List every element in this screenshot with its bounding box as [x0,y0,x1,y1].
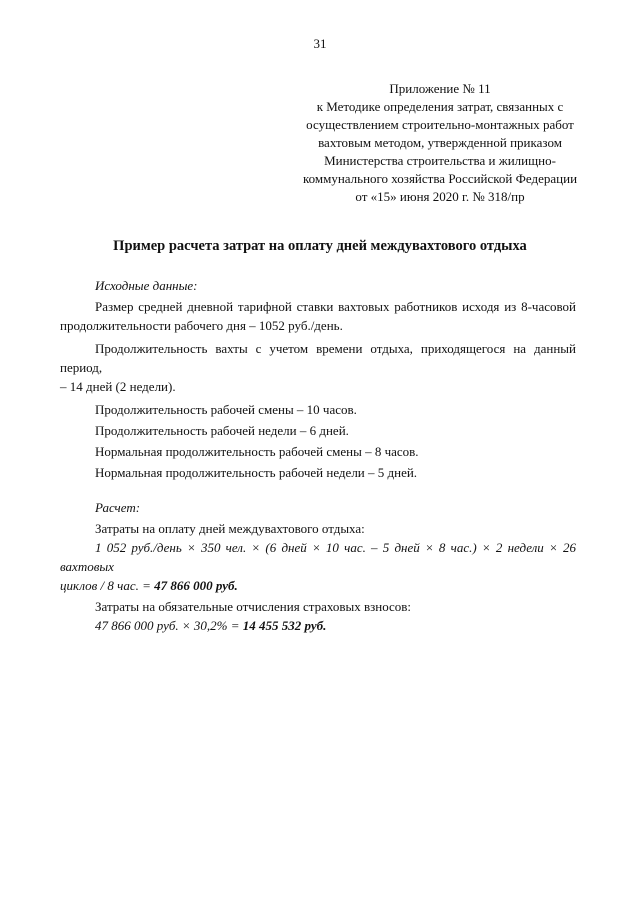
document-body [60,276,576,635]
work-week-paragraph: Продолжительность рабочей недели – 6 дней. [95,423,349,438]
formula1-line2 [60,576,576,595]
document-title: Пример расчета затрат на оплату дней междувахтового отдыха [113,238,527,254]
appendix-line: от «15» июня 2020 г. № 318/пр [355,189,525,204]
appendix-line: к Методике определения затрат, связанных с [316,99,564,114]
formula2-prefix: 47 866 000 руб. × 30,2% = [95,618,243,633]
formula1-line1: 1 052 руб./день × 350 чел. × (6 дней × 10 час. – 5 дней × 8 час.) × 2 недели × 26 вахтовых [60,540,576,574]
rate-paragraph-line1: Размер средней дневной тарифной ставки вахтовых работников исходя из 8-часовой [95,299,576,314]
appendix-header [290,80,590,206]
norm-week-paragraph: Нормальная продолжительность рабочей недели – 5 дней. [95,465,418,480]
formula1-prefix: циклов / 8 час. = [60,578,155,593]
formula2-line [60,616,576,635]
appendix-line: осуществлением строительно-монтажных работ [306,117,574,132]
rate-paragraph-line2: продолжительности рабочего дня – 1052 руб./день. [60,318,343,333]
appendix-line: Приложение № 11 [389,81,491,96]
page-number: 31 [313,36,327,51]
appendix-line: вахтовым методом, утвержденной приказом [318,135,562,150]
insurance-label: Затраты на обязательные отчисления страховых взносов: [95,599,412,614]
work-shift-paragraph: Продолжительность рабочей смены – 10 часов. [95,402,357,417]
formula2-result: 14 455 532 руб. [242,618,327,633]
cost-label: Затраты на оплату дней междувахтового отдыха: [95,521,365,536]
shift-paragraph-line2: – 14 дней (2 недели). [60,379,176,394]
norm-shift-paragraph: Нормальная продолжительность рабочей смены – 8 часов. [95,444,419,459]
formula1-result: 47 866 000 руб. [154,578,238,593]
initial-data-heading: Исходные данные: [95,278,198,293]
appendix-line: коммунального хозяйства Российской Федерации [302,171,578,186]
appendix-line: Министерства строительства и жилищно- [324,153,556,168]
calc-heading: Расчет: [95,500,141,515]
shift-paragraph-line1: Продолжительность вахты с учетом времени отдыха, приходящегося на данный период, [60,341,576,375]
